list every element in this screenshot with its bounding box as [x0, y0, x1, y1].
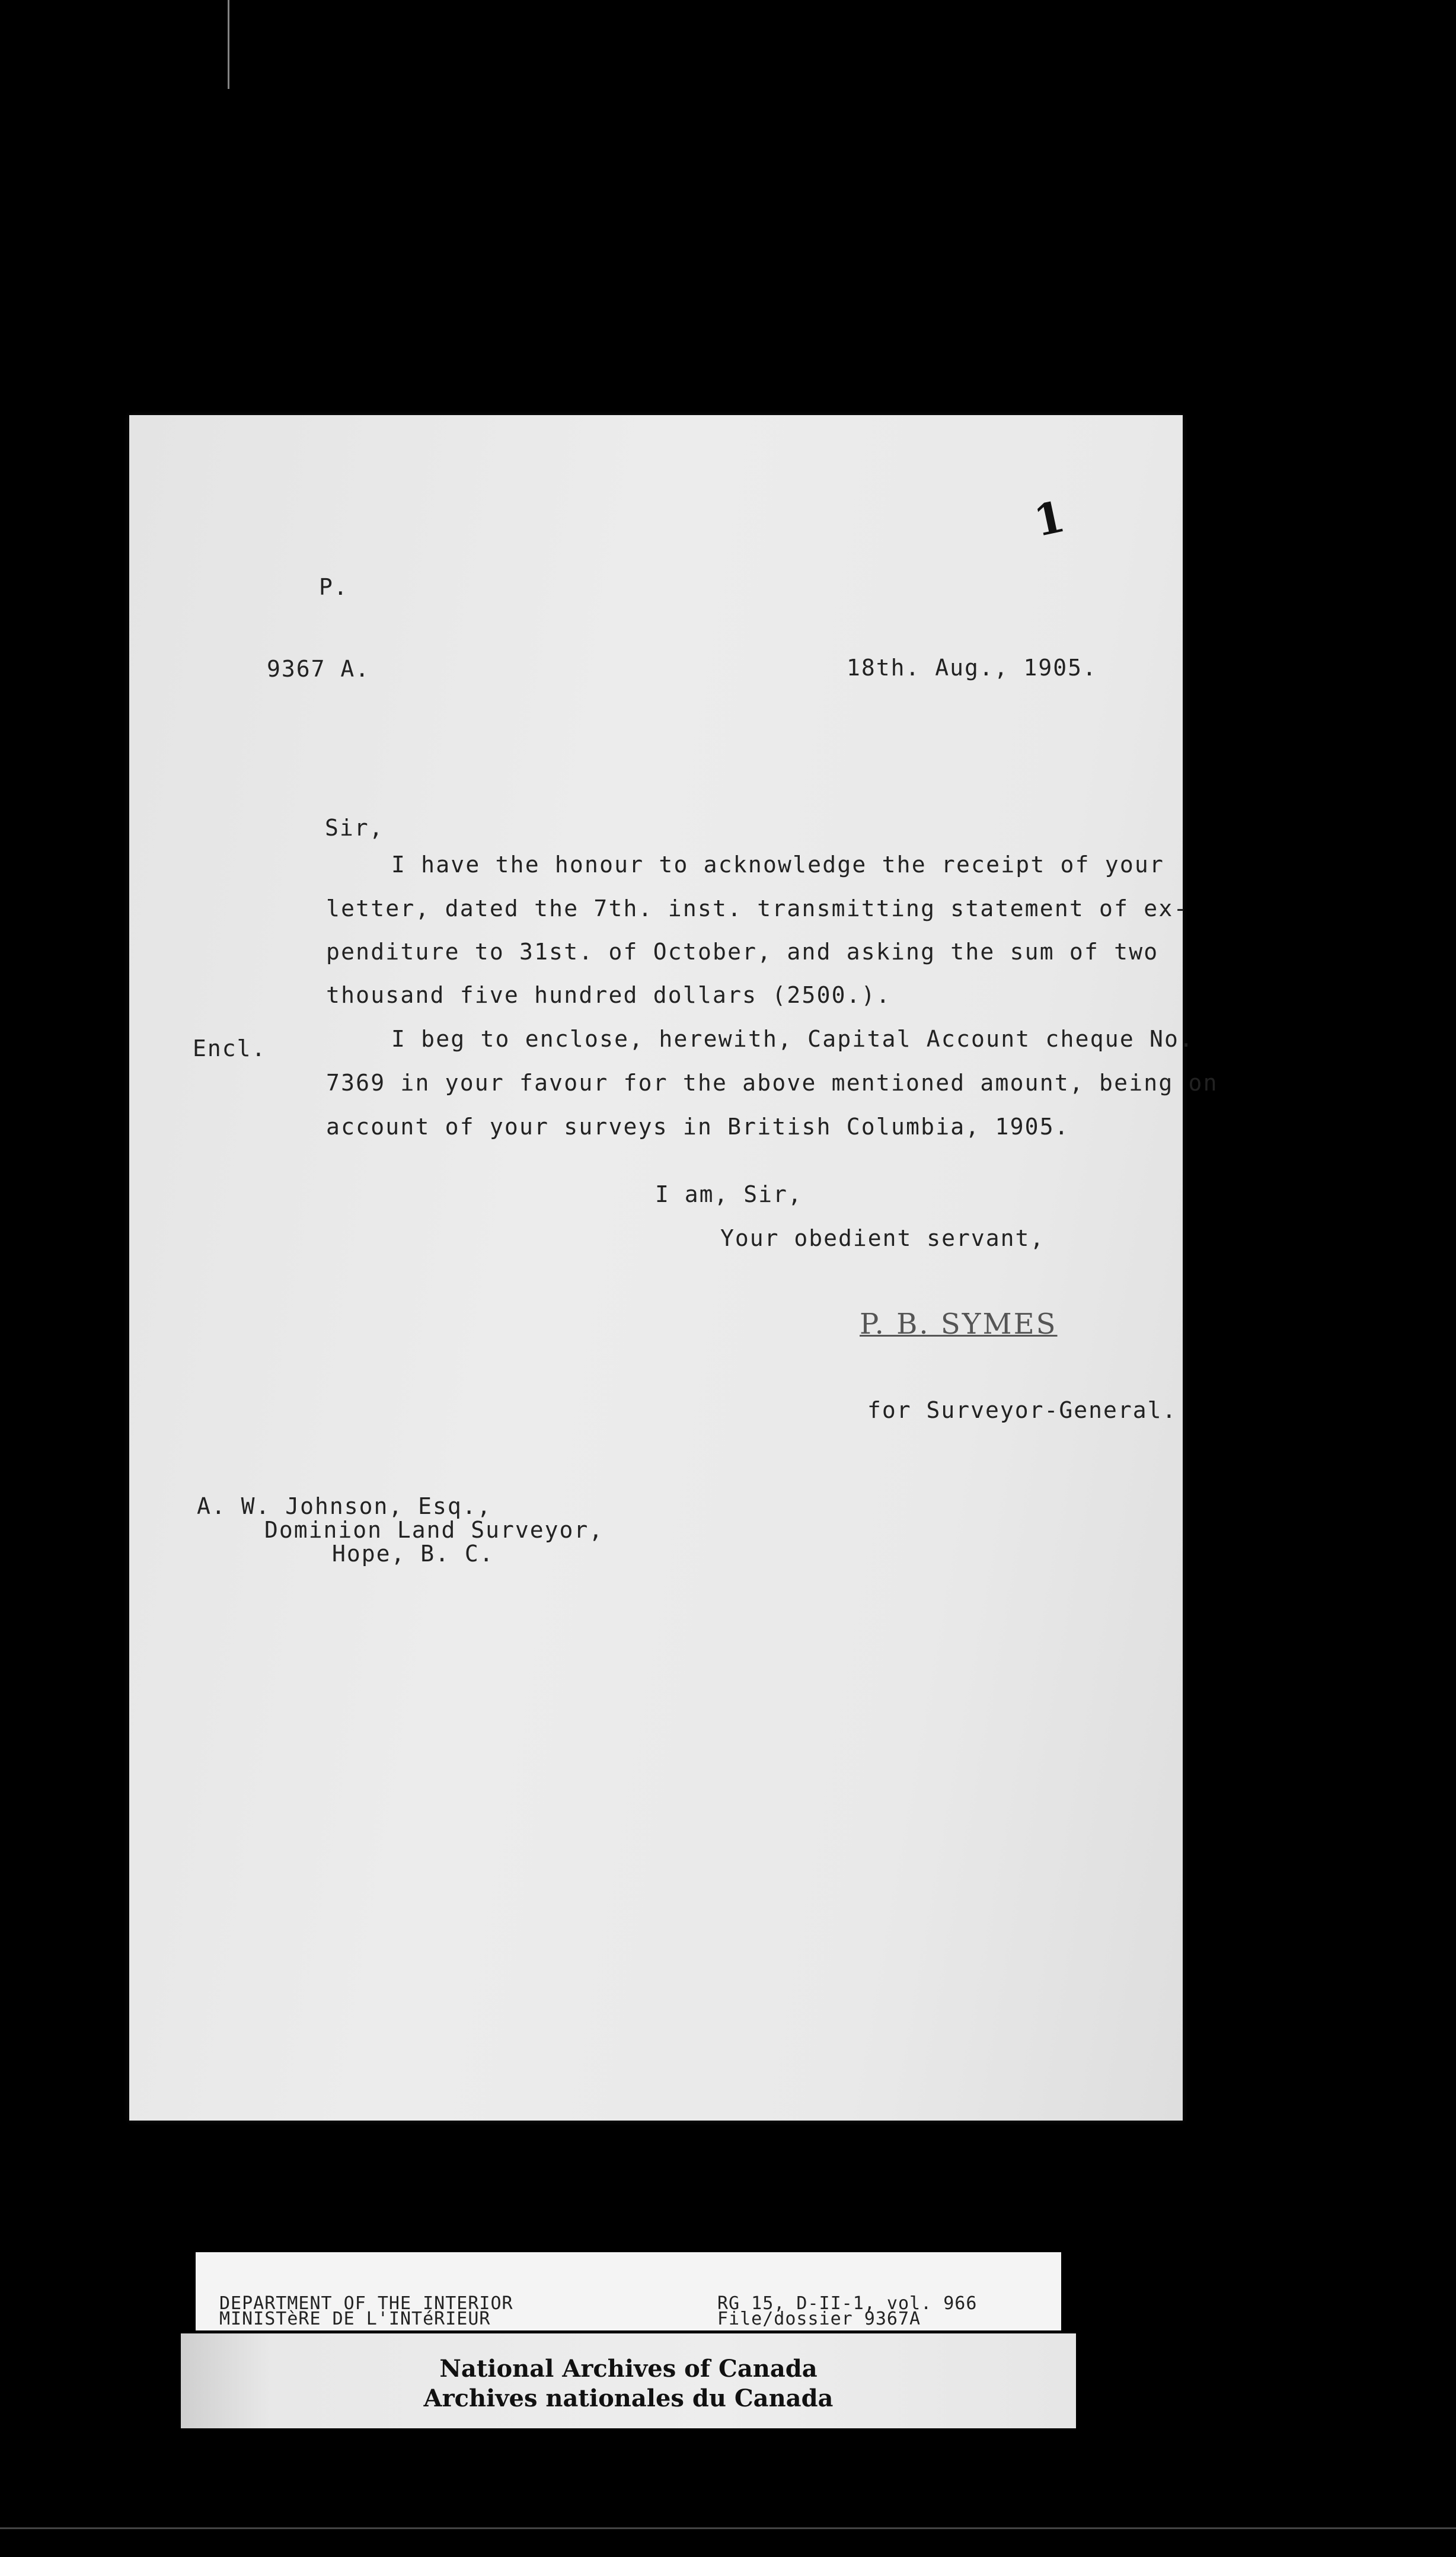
- body-line-6: 7369 in your favour for the above mentioned amount, being on: [326, 1070, 1218, 1096]
- addressee-location: Hope, B. C.: [332, 1541, 494, 1567]
- department-english: DEPARTMENT OF THE INTERIOR: [219, 2293, 513, 2314]
- department-french: MINISTèRE DE L'INTéRIEUR: [219, 2309, 491, 2329]
- body-line-1: I have the honour to acknowledge the receipt of your: [391, 852, 1165, 878]
- body-line-4: thousand five hundred dollars (2500.).: [326, 982, 891, 1008]
- body-line-3: penditure to 31st. of October, and asking the sum of two: [326, 939, 1159, 965]
- body-line-5: I beg to enclose, herewith, Capital Account cheque No.: [391, 1026, 1195, 1052]
- archives-name-french: Archives nationales du Canada: [423, 2384, 834, 2412]
- record-group-reference: RG 15, D-II-1, vol. 966: [717, 2293, 978, 2314]
- body-line-7: account of your surveys in British Columbia, 1905.: [326, 1114, 1069, 1140]
- body-line-2: letter, dated the 7th. inst. transmitting statement of ex-: [326, 895, 1189, 922]
- file-dossier-reference: File/dossier 9367A: [717, 2309, 921, 2329]
- addressee-name: A. W. Johnson, Esq.,: [197, 1493, 492, 1519]
- salutation: Sir,: [325, 815, 384, 841]
- film-bottom-edge: [0, 2527, 1456, 2529]
- letter-code: P.: [319, 574, 349, 600]
- archives-name-english: National Archives of Canada: [439, 2355, 818, 2383]
- addressee-title: Dominion Land Surveyor,: [264, 1517, 604, 1543]
- archive-reference-label: [196, 2252, 1061, 2330]
- archives-banner: [181, 2333, 1076, 2428]
- closing-line-1: I am, Sir,: [655, 1181, 803, 1207]
- file-reference: 9367 A.: [267, 656, 371, 682]
- folio-number: 1: [1029, 490, 1069, 547]
- letter-date: 18th. Aug., 1905.: [847, 655, 1097, 681]
- closing-line-2: Your obedient servant,: [720, 1225, 1045, 1251]
- enclosure-note: Encl.: [193, 1035, 267, 1061]
- signature-stamp: P. B. SYMES: [860, 1308, 1058, 1341]
- film-edge-mark: [228, 0, 229, 89]
- signature-title: for Surveyor-General.: [867, 1397, 1177, 1423]
